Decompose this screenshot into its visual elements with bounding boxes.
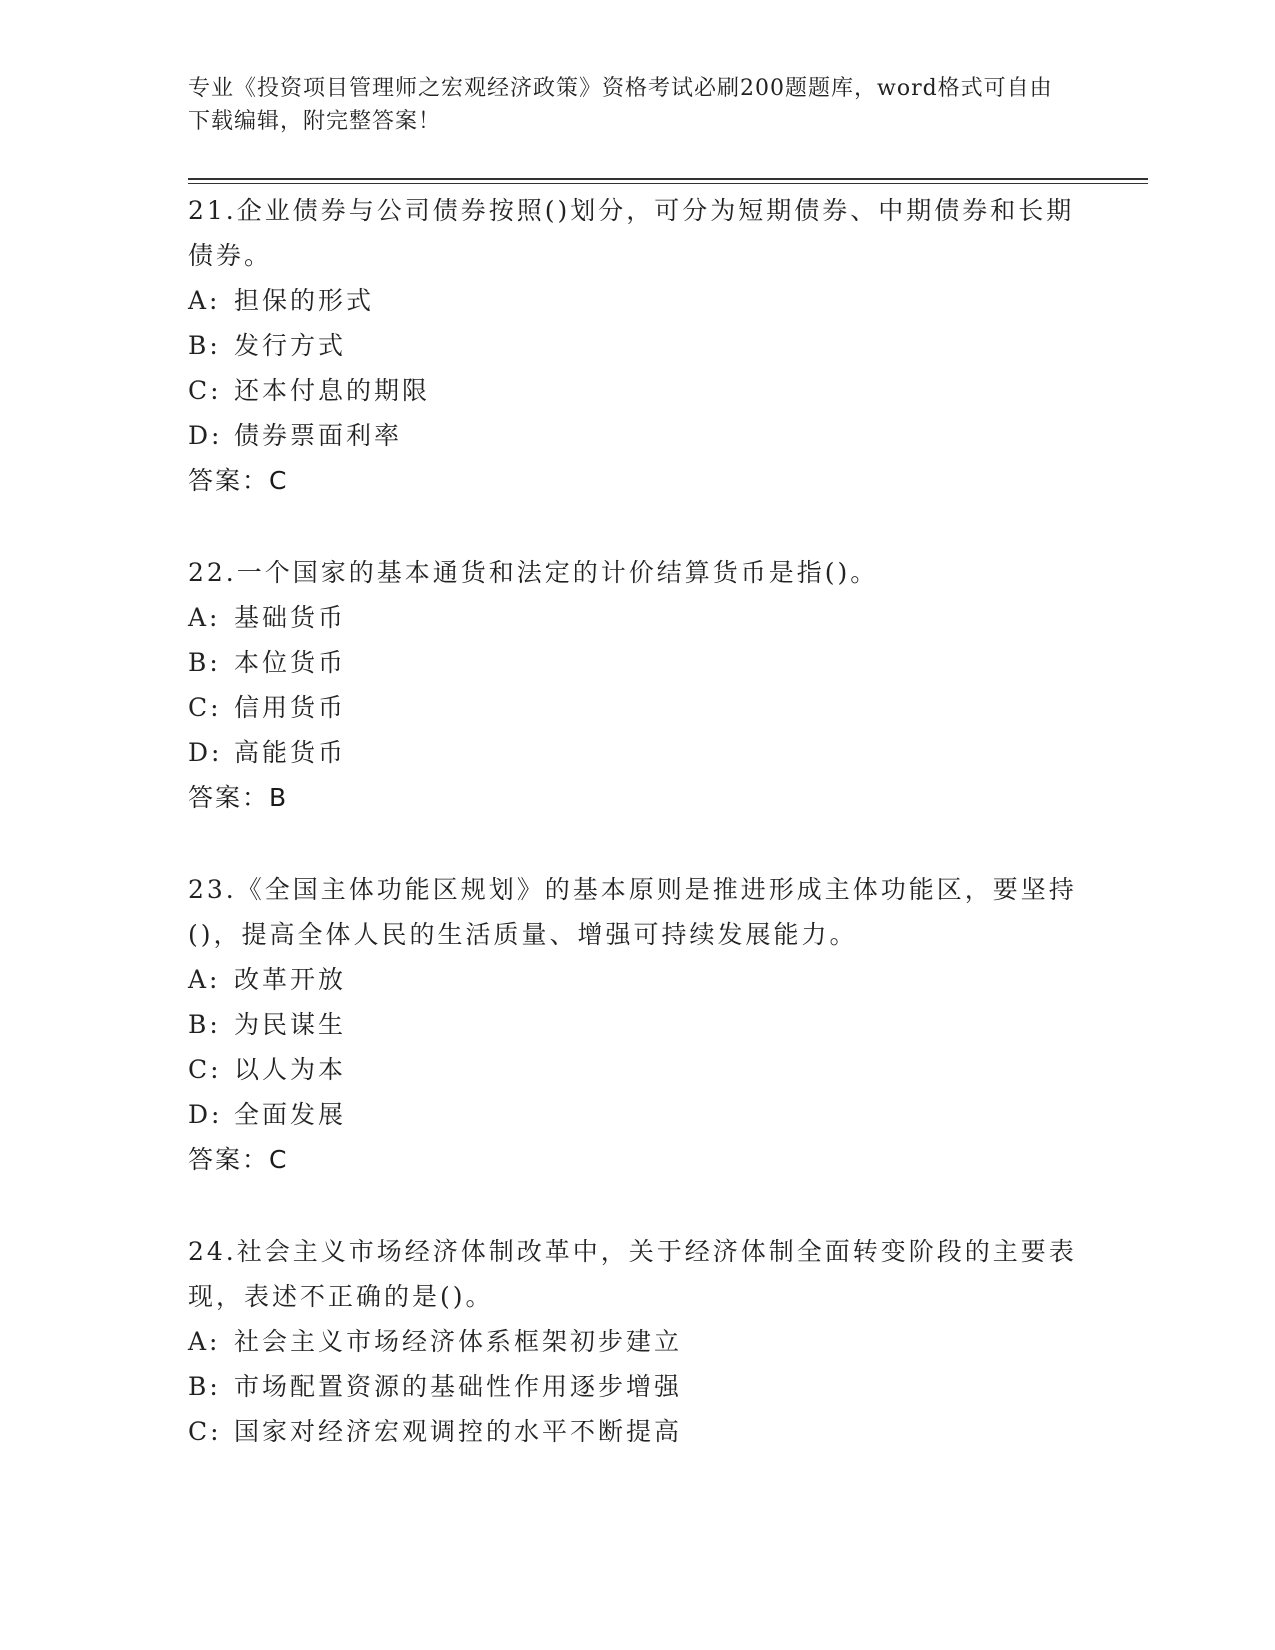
option-letter: A: [188, 603, 221, 632]
option-letter: B: [188, 331, 221, 360]
question-22 [188, 550, 1088, 820]
option-text: 为民谋生 [234, 1010, 347, 1039]
option-b [188, 323, 1088, 368]
question-21 [188, 188, 1088, 503]
header-divider-thick [188, 178, 1148, 180]
option-text: 全面发展 [234, 1100, 347, 1129]
answer-line: 答案：C [188, 1145, 289, 1174]
option-b [188, 640, 1088, 685]
option-d [188, 1092, 1088, 1137]
option-d [188, 413, 1088, 458]
header-divider-thin [188, 183, 1148, 184]
question-list [188, 188, 1088, 1501]
option-letter: A: [188, 965, 221, 994]
option-d [188, 730, 1088, 775]
option-c [188, 368, 1088, 413]
option-letter: C: [188, 693, 222, 722]
question-23 [188, 867, 1088, 1182]
option-text: 债券票面利率 [234, 421, 403, 450]
option-letter: B: [188, 648, 221, 677]
answer-line: 答案：C [188, 466, 289, 495]
option-c [188, 1047, 1088, 1092]
answer-line: 答案：B [188, 783, 289, 812]
option-text: 本位货币 [234, 648, 347, 677]
option-letter: D: [188, 421, 223, 450]
option-a [188, 957, 1088, 1002]
question-stem: 21.企业债券与公司债券按照()划分，可分为短期债券、中期债券和长期债券。 [188, 196, 1075, 270]
option-text: 以人为本 [234, 1055, 347, 1084]
option-text: 发行方式 [234, 331, 347, 360]
option-text: 改革开放 [234, 965, 347, 994]
question-stem: 22.一个国家的基本通货和法定的计价结算货币是指()。 [188, 558, 879, 587]
option-text: 基础货币 [234, 603, 347, 632]
question-24 [188, 1229, 1088, 1454]
option-letter: D: [188, 738, 223, 767]
option-letter: B: [188, 1010, 221, 1039]
option-b [188, 1364, 1088, 1409]
option-a [188, 595, 1088, 640]
option-letter: C: [188, 1055, 222, 1084]
option-text: 高能货币 [234, 738, 347, 767]
option-letter: A: [188, 1327, 221, 1356]
option-text: 社会主义市场经济体系框架初步建立 [234, 1327, 683, 1356]
question-stem: 23.《全国主体功能区规划》的基本原则是推进形成主体功能区，要坚持()，提高全体人民的生活质量、增强可持续发展能力。 [188, 875, 1077, 949]
option-b [188, 1002, 1088, 1047]
document-header: 专业《投资项目管理师之宏观经济政策》资格考试必刷200题题库，word格式可自由下载编辑，附完整答案！ [188, 76, 1053, 134]
option-letter: C: [188, 376, 222, 405]
option-text: 国家对经济宏观调控的水平不断提高 [234, 1417, 683, 1446]
option-letter: B: [188, 1372, 221, 1401]
option-text: 信用货币 [234, 693, 347, 722]
question-stem: 24.社会主义市场经济体制改革中，关于经济体制全面转变阶段的主要表现，表述不正确的是()。 [188, 1237, 1077, 1311]
option-a [188, 1319, 1088, 1364]
option-text: 市场配置资源的基础性作用逐步增强 [234, 1372, 683, 1401]
option-text: 还本付息的期限 [234, 376, 431, 405]
option-c [188, 1409, 1088, 1454]
option-letter: D: [188, 1100, 223, 1129]
option-letter: C: [188, 1417, 222, 1446]
option-a [188, 278, 1088, 323]
option-text: 担保的形式 [234, 286, 375, 315]
option-letter: A: [188, 286, 221, 315]
option-c [188, 685, 1088, 730]
